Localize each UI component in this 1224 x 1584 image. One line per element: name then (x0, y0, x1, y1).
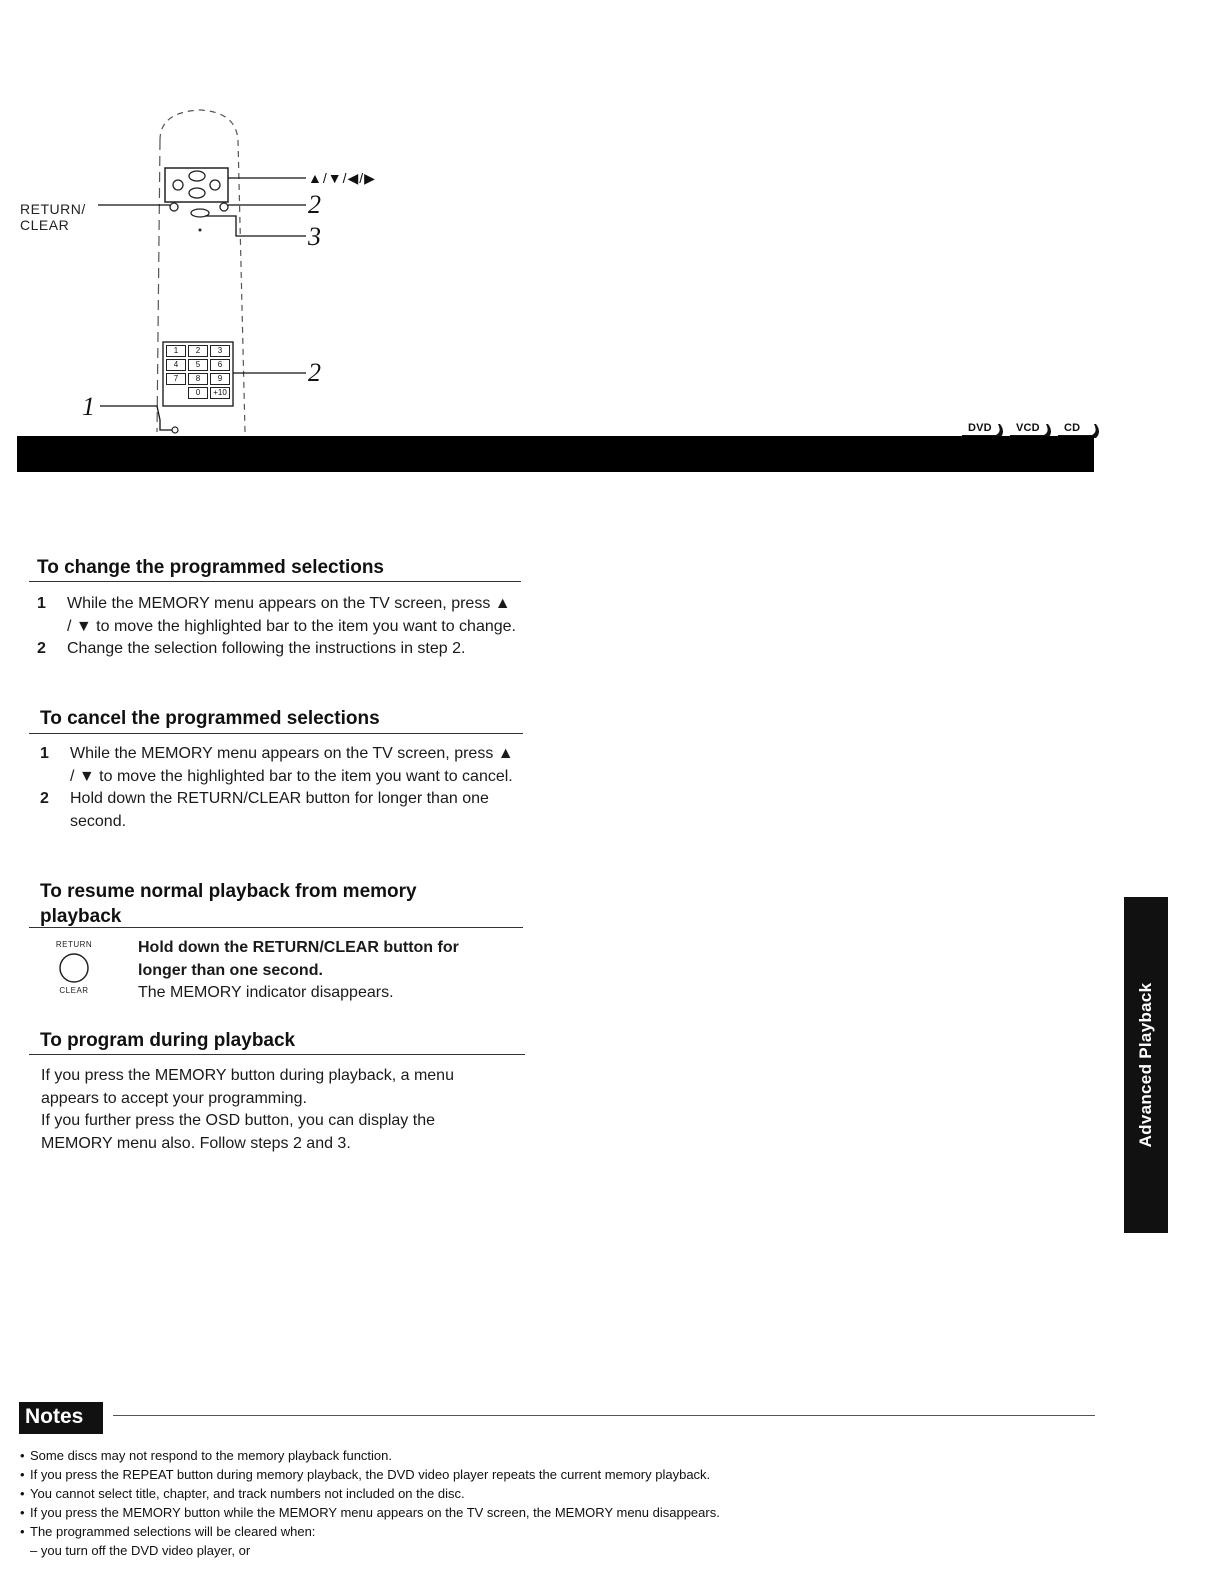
keypad-key: 6 (210, 359, 230, 371)
return-button-top-label: RETURN (55, 940, 93, 949)
list-item: – you turn off the DVD video player, or (30, 1543, 251, 1558)
section-resume-heading-line2: playback (40, 906, 122, 927)
list-item: • If you press the REPEAT button during memory playback, the DVD video player repeats the current memory playback. (20, 1465, 1100, 1484)
section-during-heading: To program during playback (40, 1030, 296, 1051)
section-cancel-heading: To cancel the programmed selections (40, 708, 380, 729)
list-item: • The programmed selections will be cleared when: (20, 1522, 1100, 1541)
keypad-key: 8 (188, 373, 208, 385)
callout-1: 1 (82, 392, 95, 421)
list-item: 1 While the MEMORY menu appears on the TV screen, press ▲ / ▼ to move the highlighted bar to the item you want to cancel. (40, 745, 514, 785)
list-item: 2 Change the selection following the instructions in step 2. (37, 640, 466, 657)
section-during-line2: appears to accept your programming. (41, 1089, 307, 1107)
list-item: 1 While the MEMORY menu appears on the TV screen, press ▲ / ▼ to move the highlighted bar to the item you want to change. (37, 595, 516, 635)
keypad-key: 7 (166, 373, 186, 385)
section-during-rule (29, 1054, 525, 1055)
disc-badge-dvd-label: DVD (968, 422, 992, 434)
return-clear-line2: CLEAR (20, 217, 70, 233)
keypad-key: +10 (210, 387, 230, 399)
keypad (166, 345, 232, 405)
keypad-key: 9 (210, 373, 230, 385)
keypad-key: 5 (188, 359, 208, 371)
callout-2-keypad: 2 (308, 358, 321, 387)
keypad-key: 0 (188, 387, 208, 399)
header-band (17, 436, 1094, 472)
section-change-rule (29, 581, 521, 582)
section-resume-heading-line1: To resume normal playback from memory (40, 881, 417, 902)
notes-badge-label: Notes (25, 1405, 84, 1428)
section-change-steps (37, 593, 517, 661)
keypad-key: 4 (166, 359, 186, 371)
section-resume-normal: The MEMORY indicator disappears. (138, 984, 394, 1001)
callout-3: 3 (308, 222, 321, 251)
list-item: • You cannot select title, chapter, and track numbers not included on the disc. (20, 1484, 1100, 1503)
section-cancel-steps (40, 743, 518, 833)
keypad-key: 1 (166, 345, 186, 357)
side-tab-label: Advanced Playback (1136, 982, 1155, 1148)
disc-badge-vcd-label: VCD (1016, 422, 1040, 434)
section-change-heading: To change the programmed selections (37, 557, 385, 578)
notes-list (20, 1446, 1100, 1560)
callout-2-top: 2 (308, 190, 321, 219)
section-resume-rule (29, 927, 523, 928)
section-during-line1: If you press the MEMORY button during playback, a menu (41, 1067, 454, 1084)
clear-button-bottom-label: CLEAR (59, 986, 89, 995)
keypad-key: 3 (210, 345, 230, 357)
section-resume-body (138, 937, 518, 1005)
section-during-line4: MEMORY menu also. Follow steps 2 and 3. (41, 1134, 351, 1152)
section-resume-heading (40, 879, 417, 929)
section-during-line3: If you further press the OSD button, you can display the (41, 1112, 435, 1129)
list-item: • If you press the MEMORY button while the MEMORY menu appears on the TV screen, the MEMORY menu disappears. (20, 1503, 1100, 1522)
arrows-label: ▲/▼/◀/▶ (308, 170, 376, 186)
return-clear-button-illustration (44, 940, 104, 1000)
side-tab (1124, 897, 1168, 1233)
notes-badge (19, 1402, 103, 1434)
return-clear-line1: RETURN/ (20, 201, 86, 217)
section-cancel-rule (29, 733, 523, 734)
return-clear-button-icon (58, 952, 90, 984)
return-clear-label (20, 201, 86, 233)
section-resume-bold-line2: longer than one second. (138, 961, 323, 979)
list-item: • Some discs may not respond to the memory playback function. (20, 1446, 1100, 1465)
notes-rule (113, 1415, 1095, 1416)
section-during-body (41, 1065, 521, 1155)
list-item: 2 Hold down the RETURN/CLEAR button for longer than one second. (40, 790, 489, 830)
keypad-key: 2 (188, 345, 208, 357)
section-resume-bold-line1: Hold down the RETURN/CLEAR button for (138, 939, 459, 956)
disc-badge-cd-label: CD (1064, 422, 1081, 434)
